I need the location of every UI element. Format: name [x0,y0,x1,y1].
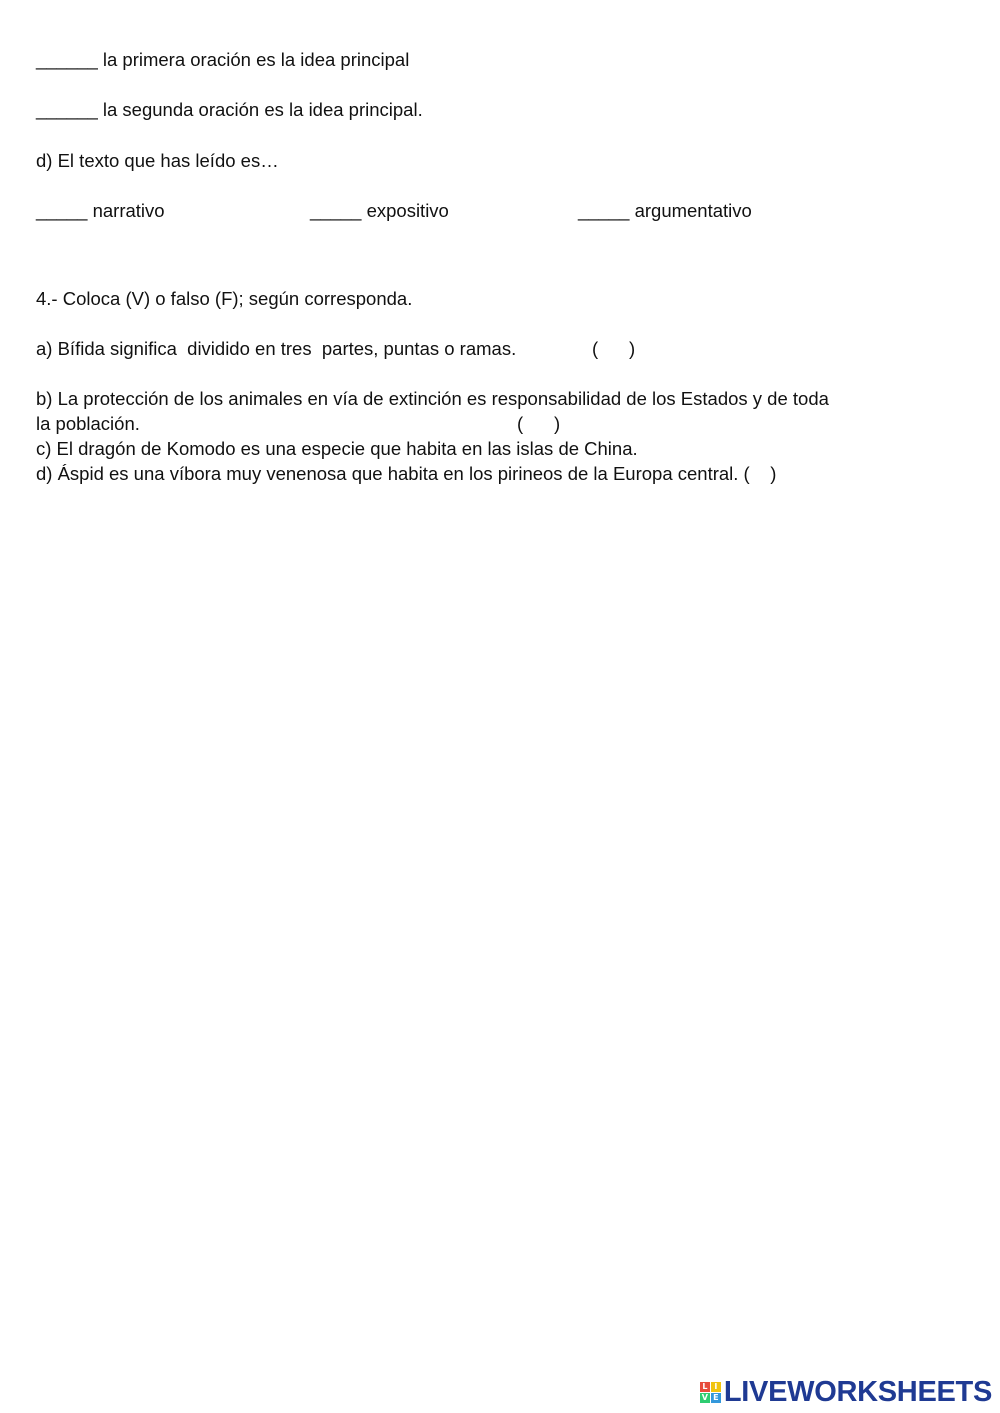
q4b-answer-box[interactable]: ( ) [517,413,561,434]
logo-mark-icon [700,1382,721,1403]
logo-mark-letter: I [711,1382,721,1392]
logo-mark-letter: E [711,1393,721,1403]
logo-mark-letter: L [700,1382,710,1392]
q4b-statement-line1: b) La protección de los animales en vía de extinción es responsabilidad de los Estados y de toda [36,388,829,409]
q4a-answer-box[interactable]: ( ) [592,338,636,359]
q4-title: 4.- Coloca (V) o falso (F); según corresponda. [36,288,413,309]
q4d-statement: d) Áspid es una víbora muy venenosa que habita en los pirineos de la Europa central. ( ) [36,463,777,484]
q3d-choice-narrativo: _____ narrativo [36,200,165,221]
q3-option-first-sentence: ______ la primera oración es la idea principal [36,49,410,70]
q4c-statement: c) El dragón de Komodo es una especie que habita en las islas de China. [36,438,638,459]
liveworksheets-logo[interactable] [700,1377,992,1407]
q3d-choice-argumentativo: _____ argumentativo [578,200,752,221]
q3-option-second-sentence: ______ la segunda oración es la idea principal. [36,99,423,120]
q4a-statement: a) Bífida significa dividido en tres partes, puntas o ramas. [36,338,517,359]
logo-mark-letter: V [701,1393,708,1402]
logo-text: LIVEWORKSHEETS [723,1375,992,1408]
q3d-prompt: d) El texto que has leído es… [36,150,279,171]
q4b-statement-line2: la población. [36,413,140,434]
q3d-choice-expositivo: _____ expositivo [310,200,449,221]
